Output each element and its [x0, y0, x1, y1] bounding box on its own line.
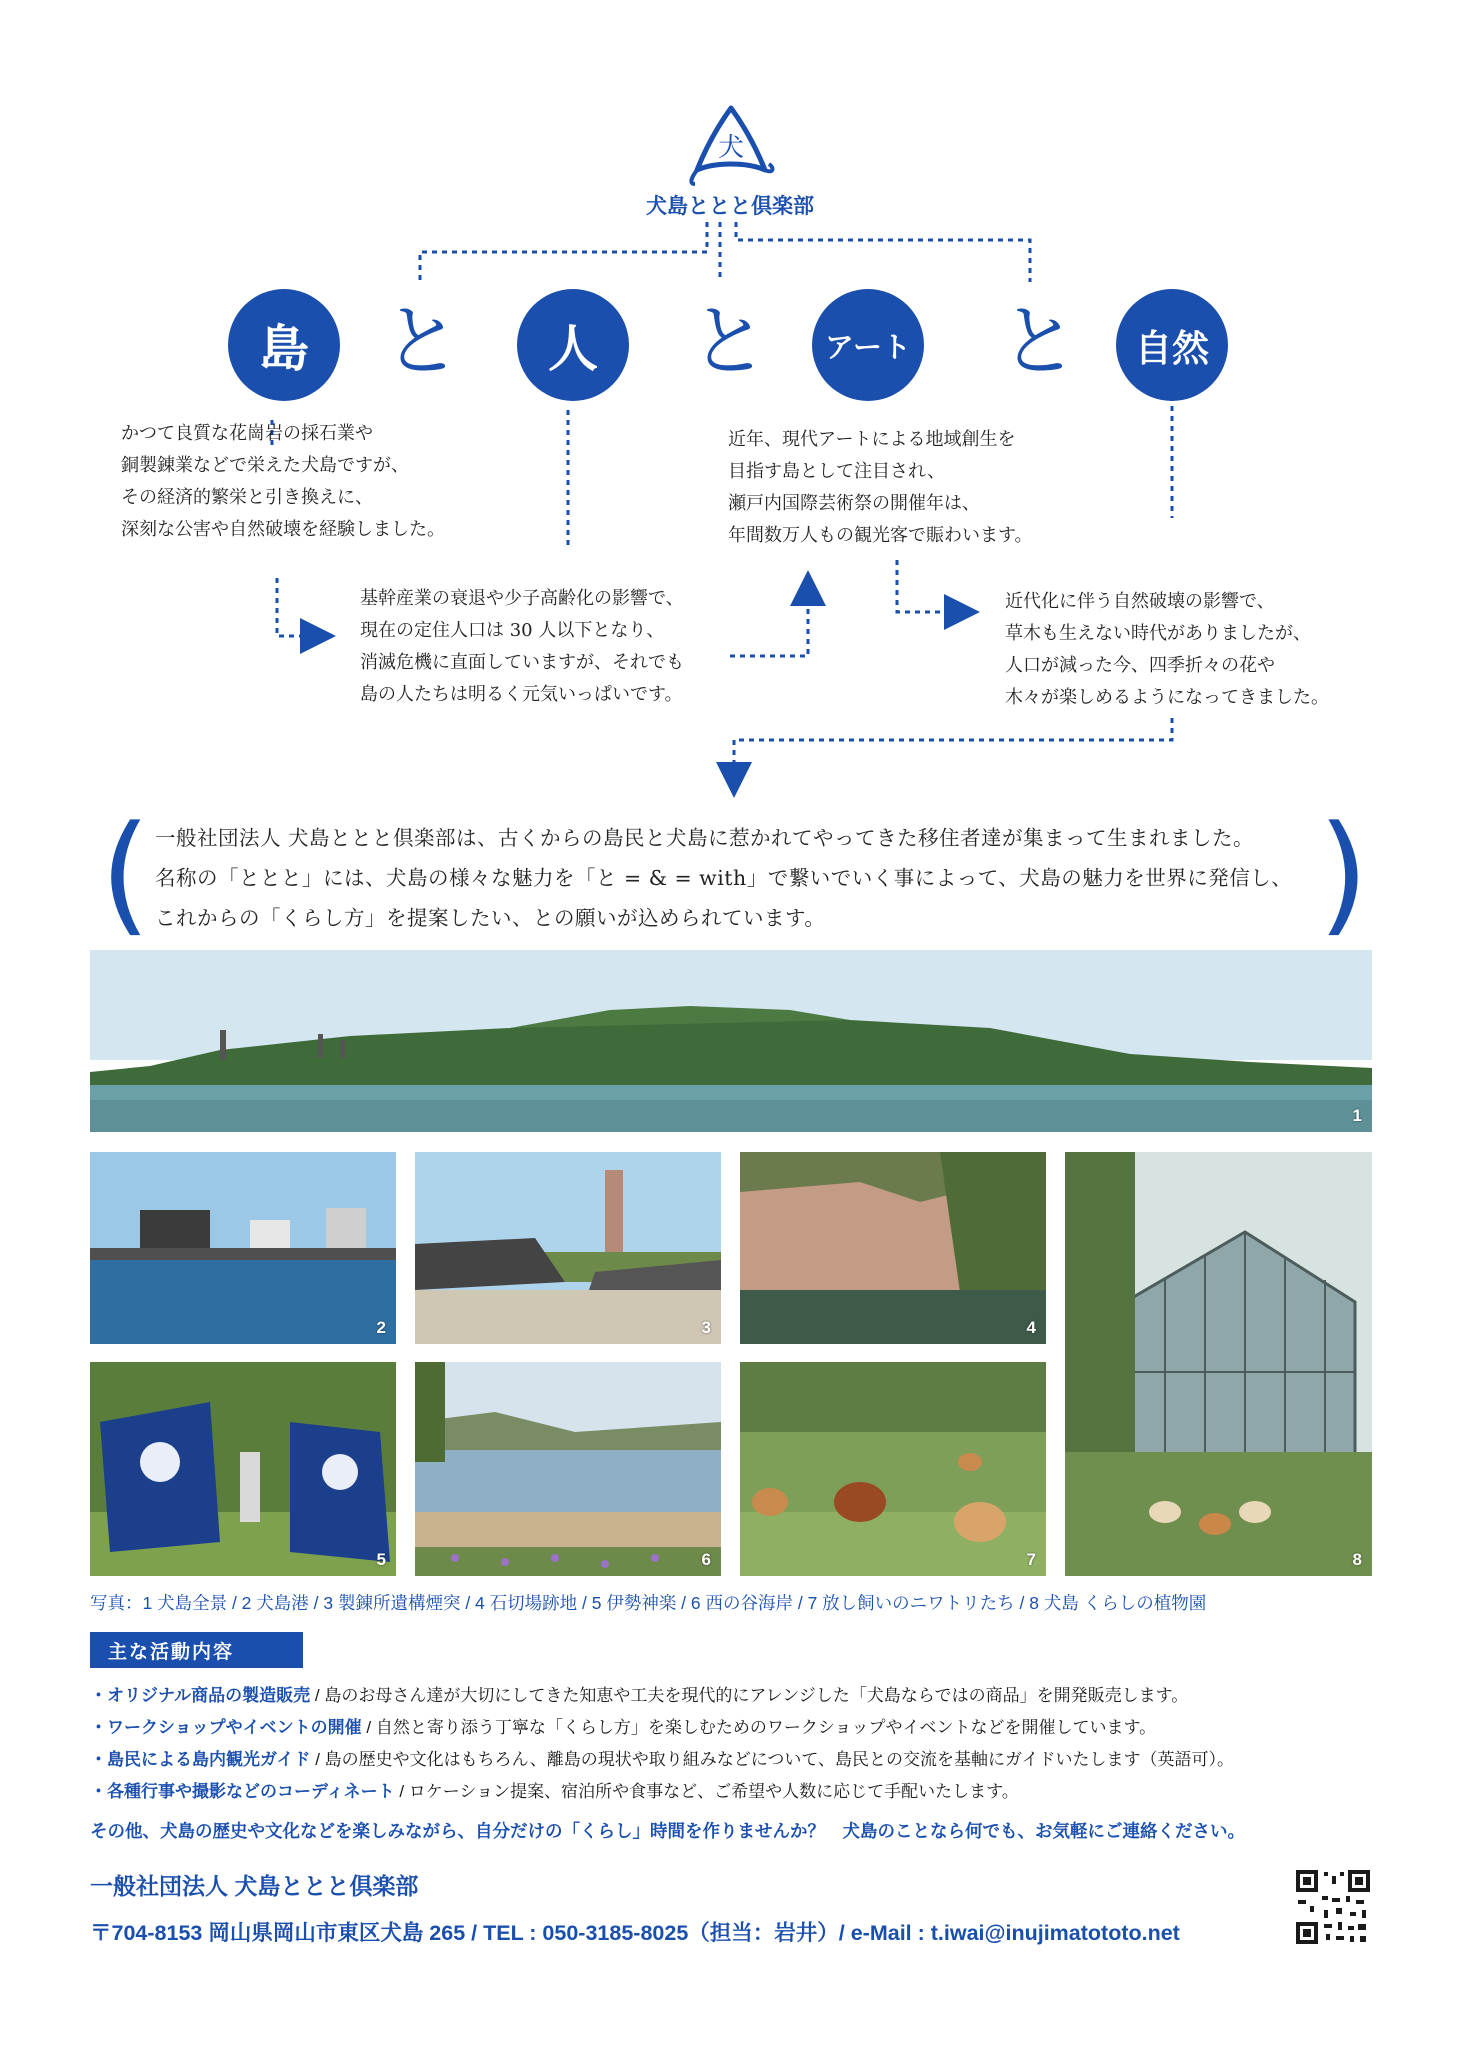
activity-bullet: ・ — [90, 1750, 107, 1769]
activity-text: / ロケーション提案、宿泊所や食事など、ご希望や人数に応じて手配いたします。 — [394, 1782, 1019, 1801]
intro-line-1: 一般社団法人 犬島ととと倶楽部は、古くからの島民と犬島に惹かれてやってきた移住者達が集まって生まれました。 — [155, 826, 1255, 850]
photo-botanical — [1065, 1152, 1372, 1576]
island-label: 島 — [259, 319, 309, 378]
activities-heading: 主な活動内容 — [90, 1632, 303, 1668]
photo-number-5: 5 — [376, 1550, 386, 1569]
photo-caption: 写真：1 犬島全景 / 2 犬島港 / 3 製錬所遺構煙突 / 4 石切場跡地 / 5 伊勢神楽 / 6 西の谷海岸 / 7 放し飼いのニワトリたち / 8 犬島 くらしの植物園 — [90, 1593, 1207, 1613]
activity-text: / 自然と寄り添う丁寧な「くらし方」を楽しむためのワークショップやイベントなどを開催しています。 — [361, 1718, 1157, 1737]
photo-number-8: 8 — [1352, 1550, 1362, 1569]
nature-circle — [1116, 289, 1228, 401]
activities-list — [90, 1680, 1390, 1808]
activity-text: / 島のお母さん達が大切にしてきた知恵や工夫を現代的にアレンジした「犬島ならではの商品」を開発販売します。 — [310, 1686, 1189, 1705]
to-1: と — [383, 297, 462, 387]
qr-code[interactable] — [1296, 1870, 1370, 1944]
activity-item — [90, 1776, 1390, 1808]
photo-number-4: 4 — [1026, 1318, 1036, 1337]
activity-item — [90, 1680, 1390, 1712]
people-label: 人 — [548, 319, 598, 378]
activity-bullet: ・ — [90, 1718, 107, 1737]
organization-name: 一般社団法人 犬島ととと倶楽部 — [90, 1873, 419, 1899]
logo-char: 犬 — [717, 133, 745, 163]
photo-number-2: 2 — [376, 1318, 386, 1337]
activity-title: ワークショップやイベントの開催 — [107, 1718, 362, 1737]
photo-chimney — [415, 1152, 721, 1344]
photo-panorama — [90, 950, 1372, 1132]
people-paragraph: 基幹産業の衰退や少子高齢化の影響で、 現在の定住人口は 30 人以下となり、 消滅危機に直面していますが、それでも 島の人たちは明るく元気いっぱいです。 — [360, 588, 684, 705]
activity-item — [90, 1712, 1390, 1744]
activity-title: 各種行事や撮影などのコーディネート — [107, 1782, 395, 1801]
nature-label: 自然 — [1135, 326, 1209, 370]
close-bracket: ) — [1318, 797, 1369, 949]
island-paragraph: かつて良質な花崗岩の採石業や 銅製錬業などで栄えた犬島ですが、 その経済的繁栄と引き換えに、 深刻な公害や自然破壊を経験しました。 — [121, 423, 445, 540]
photo-quarry — [740, 1152, 1046, 1344]
nature-paragraph: 近代化に伴う自然破壊の影響で、 草木も生えない時代がありましたが、 人口が減った今、四季折々の花や 木々が楽しめるようになってきました。 — [1005, 591, 1329, 708]
photo-port — [90, 1152, 396, 1344]
activity-bullet: ・ — [90, 1782, 107, 1801]
photo-number-3: 3 — [701, 1318, 711, 1337]
activity-bullet: ・ — [90, 1686, 107, 1705]
photo-beach — [415, 1362, 721, 1576]
people-circle — [517, 289, 629, 401]
photo-number-6: 6 — [701, 1550, 711, 1569]
art-label: アート — [824, 329, 912, 364]
contact-address: 〒704-8153 岡山県岡山市東区犬島 265 / TEL : 050-3185-8025（担当：岩井）/ e-Mail : t.iwai@inujimatototo.net — [90, 1921, 1180, 1945]
island-circle — [228, 289, 340, 401]
to-3: と — [1000, 297, 1079, 387]
to-2: と — [690, 297, 769, 387]
art-paragraph: 近年、現代アートによる地域創生を 目指す島として注目され、 瀬戸内国際芸術祭の開催年は、 年間数万人もの観光客で賑わいます。 — [728, 429, 1033, 546]
intro-line-2: 名称の「ととと」には、犬島の様々な魅力を「と = & = with」で繋いでいく事によって、犬島の魅力を世界に発信し、 — [155, 866, 1293, 890]
photo-kagura — [90, 1362, 396, 1576]
activity-title: オリジナル商品の製造販売 — [107, 1686, 311, 1705]
photo-chickens — [740, 1362, 1046, 1576]
art-circle — [812, 289, 924, 401]
closing-message: その他、犬島の歴史や文化などを楽しみながら、自分だけの「くらし」時間を作りませんか？ 犬島のことなら何でも、お気軽にご連絡ください。 — [90, 1821, 1245, 1841]
activity-title: 島民による島内観光ガイド — [107, 1750, 311, 1769]
photo-number-7: 7 — [1026, 1550, 1036, 1569]
open-bracket: ( — [100, 797, 151, 949]
activity-item — [90, 1744, 1390, 1776]
photo-number-1: 1 — [1352, 1106, 1362, 1125]
activity-text: / 島の歴史や文化はもちろん、離島の現状や取り組みなどについて、島民との交流を基軸にガイドいたします（英語可）。 — [310, 1750, 1234, 1769]
logo-name: 犬島ととと倶楽部 — [646, 194, 814, 218]
intro-line-3: これからの「くらし方」を提案したい、との願いが込められています。 — [155, 906, 826, 930]
intro-text — [155, 818, 1335, 938]
